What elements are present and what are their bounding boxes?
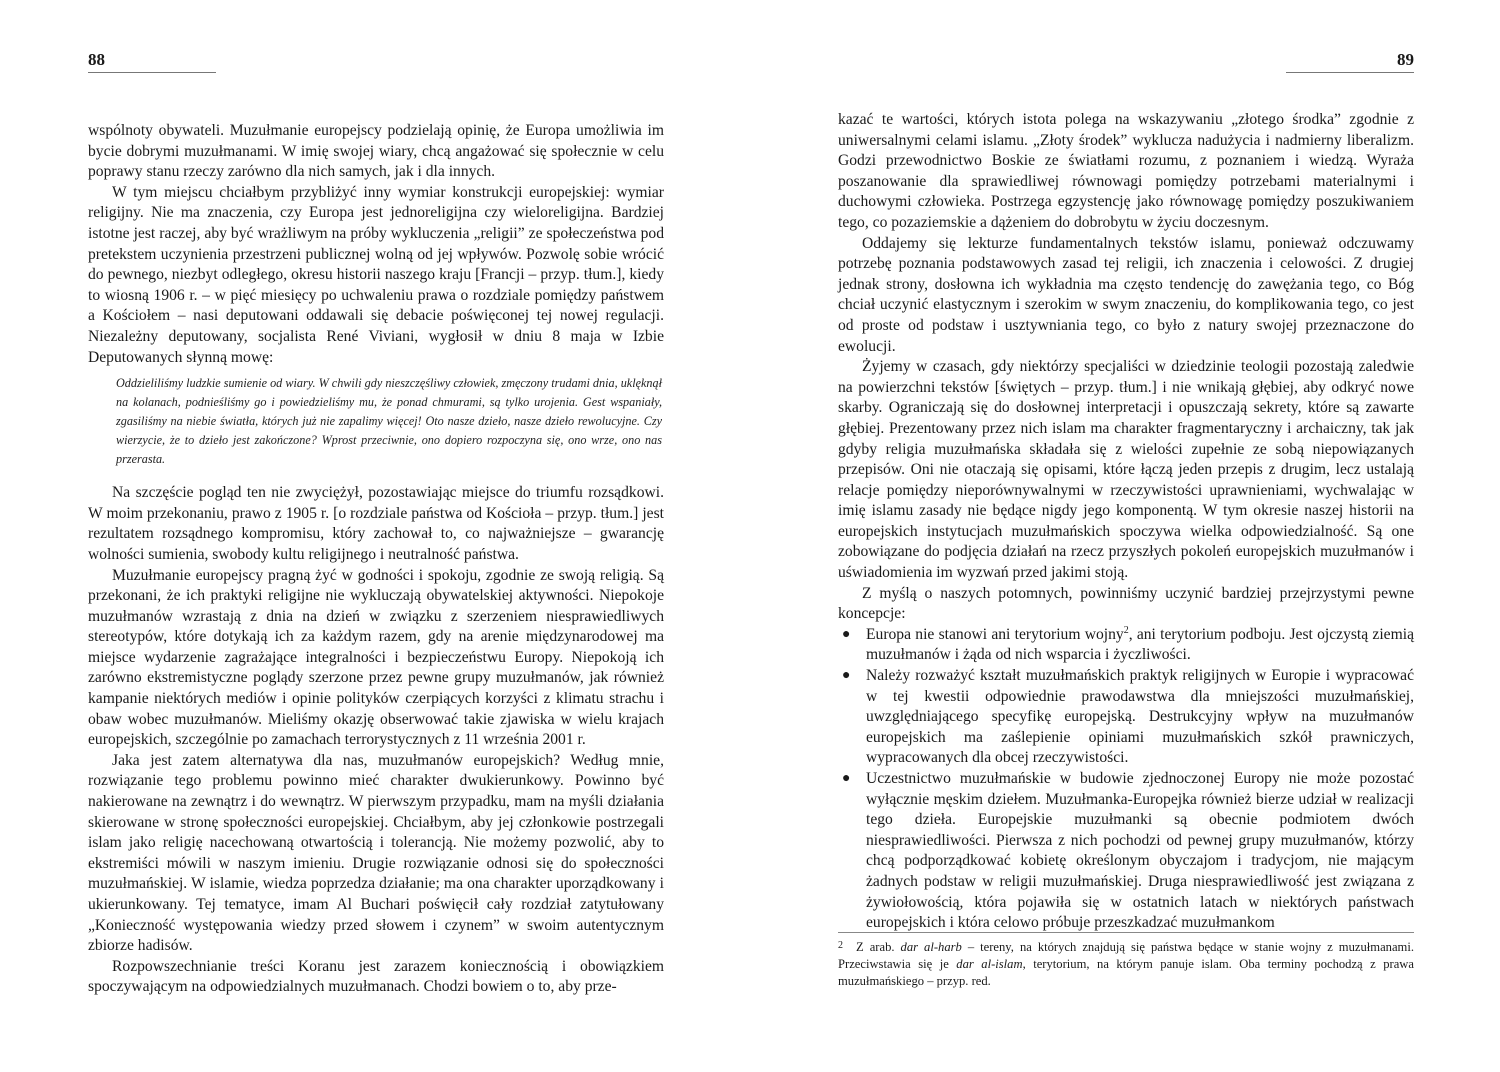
footnote-term: dar al-harb [900,940,962,954]
paragraph: Muzułmanie europejscy pragną żyć w godności i spokoju, zgodnie ze swoją religią. Są przekonani, że ich praktyki religijne nie wykluczają obywatelskiej aktywności. Niepokoje muzułmanów wzrastają z dnia na dzień w związku z szerzeniem niesprawiedliwych stereotypów, które dotykają ich za każdym razem, gdy na arenie międzynarodowej ma miejsce wydarzenie zagrażające integralności i bezpieczeństwu Europy. Niepokoją ich zarówno ekstremistyczne poglądy szerzone przez pewne grupy muzułmanów, jak również kampanie niektórych mediów i opinie polityków czerpiących korzyści z klimatu strachu i obaw wobec muzułmanów. Mieliśmy okazję obserwować takie zjawiska w wielu krajach europejskich, szczególnie po zamachach terrorystycznych z 11 września 2001 r. [88,566,664,749]
list-item-text: Uczestnictwo muzułmańskie w budowie zjednoczonej Europy nie może pozostać wyłącznie męskim dziełem. Muzułmanka-Europejka również bierze udział w realizacji tego dzieła. Europejskie muzułmanki są obecnie podmiotem dwóch niesprawiedliwości. Pierwsza z nich pochodzi od pewnej grupy muzułmanów, którzy chcą podporządkować kobietę określonym obyczajom i tradycjom, nie mającym żadnych podstaw w religii muzułmańskiej. Druga niesprawiedliwość jest związana z żywiołowością, która pojawiła się w ostatnich latach w niektórych państwach europejskich i która celowo próbuje przeszkadzać muzułmankom [866,770,1414,932]
right-page [838,0,1414,1072]
header-rule [88,72,216,73]
paragraph: Na szczęście pogląd ten nie zwyciężył, pozostawiając miejsce do triumfu rozsądkowi. W moim przekonaniu, prawo z 1905 r. [o rozdziale państwa od Kościoła – przyp. tłum.] jest rezultatem rozsądnego kompromisu, który zachował to, co najważniejsze – gwarancję wolności sumienia, swobody kultu religijnego i neutralność państwa. [88,484,664,563]
footnote-text: Z arab. [856,940,901,954]
paragraph: Żyjemy w czasach, gdy niektórzy specjaliści w dziedzinie teologii pozostają zaledwie na powierzchni tekstów [świętych – przyp. tłum.] i nie wnikają głębiej, aby odkryć nowe skarby. Ograniczają się do dosłownej interpretacji i opuszczają sekrety, które są zawarte głębiej. Prezentowany przez nich islam ma charakter fragmentaryczny i archaiczny, tak jak gdyby religia muzułmańska składała się z wielości zupełnie ze sobą niepowiązanych przepisów. Oni nie otaczają się opisami, które łączą jeden przepis z drugim, lecz ustalają relacje pomiędzy nieporównywalnymi w rzeczywistości uprawnieniami, wychwalając w imię islamu zasady nie będące nigdy jego komponentą. W tym okresie naszej historii na europejskich instytucjach muzułmańskich spoczywa wielka odpowiedzialność. Są one zobowiązane do podjęcia działań na rzecz przyszłych pokoleń europejskich muzułmanów i uświadomienia im wyzwań przed jakimi stoją. [838,358,1414,582]
paragraph: W tym miejscu chciałbym przybliżyć inny wymiar konstrukcji europejskiej: wymiar religijny. Nie ma znaczenia, czy Europa jest jednoreligijna czy wieloreligijna. Bardziej istotne jest raczej, aby być wrażliwym na próby wykluczenia „religii” ze społeczeństwa pod pretekstem uczynienia przestrzeni publicznej wolną od jej wpływów. Pozwolę sobie wrócić do pewnego, niezbyt odległego, okresu historii naszego kraju [Francji – przyp. tłum.], kiedy to wiosną 1906 r. – w pięć miesięcy po uchwaleniu prawa o rozdziale pomiędzy państwem a Kościołem – nasi deputowani oddawali się debacie poświęconej tej nowej regulacji. Niezależny deputowany, socjalista René Viviani, wygłosił w dniu 8 maja w Izbie Deputowanych słynną mowę: [88,183,664,366]
block-quote: Oddzieliliśmy ludzkie sumienie od wiary. W chwili gdy nieszczęśliwy człowiek, zmęczony trudami dnia, uklęknął na kolanach, podnieśliśmy go i powiedzieliśmy mu, że ponad chmurami, są tylko urojenia. Gest wspaniały, zgasiliśmy na niebie światła, których już nie zapalimy więcej! Oto nasze dzieło, nasze dzieło rewolucyjne. Czy wierzycie, że to dzieło jest zakończone? Wprost przeciwnie, ono dopiero rozpoczyna się, ono wrze, ono nas przerasta. [116,376,662,467]
footnote-text: , terytorium, na którym panuje islam. Oba terminy pochodzą z prawa muzułmańskiego – przyp. red. [838,957,1414,988]
list-item [838,625,1414,666]
list-item [838,666,1414,769]
left-page [88,0,664,1072]
page-body [88,121,664,998]
paragraph: Z myślą o naszych potomnych, powinniśmy uczynić bardziej przejrzystymi pewne koncepcje: [838,584,1414,623]
header-rule [1286,72,1414,73]
bullet-list [838,625,1414,934]
page-number: 88 [88,50,105,69]
bullet-icon: ● [842,626,851,642]
page-number: 89 [1397,50,1414,69]
footnote-term: dar al-islam [956,957,1023,971]
list-item-text: Europa nie stanowi ani terytorium wojny [866,625,1124,643]
footnote-mark: 2 [838,940,843,951]
paragraph: Rozpowszechnianie treści Koranu jest zarazem koniecznością i obowiązkiem spoczywającym na odpowiedzialnych muzułmanach. Chodzi bowiem o to, aby prze- [88,957,664,996]
paragraph: kazać te wartości, których istota polega na wskazywaniu „złotego środka” zgodnie z uniwersalnymi celami islamu. „Złoty środek” wyklucza nadużycia i nadmierny liberalizm. Godzi przewodnictwo Boskie ze światłami rozumu, z poznaniem i wiedzą. Wyraża poszanowanie dla sprawiedliwej równowagi pomiędzy potrzebami materialnymi i duchowymi człowieka. Postrzega egzystencję jako równowagę pomiędzy poszukiwaniem tego, co pozaziemskie a dążeniem do dobrobytu w życiu doczesnym. [838,111,1414,231]
footnote-text: – tereny, na których znajdują się państwa będące w stanie wojny z muzułmanami. Przeciwstawia się je [838,940,1414,971]
list-item-text: , ani terytorium podboju. Jest ojczystą ziemią muzułmanów i żąda od nich wsparcia i życzliwości. [866,625,1414,664]
list-item [838,769,1414,934]
footnote-rule [838,932,1414,933]
paragraph: Oddajemy się lekturze fundamentalnych tekstów islamu, ponieważ odczuwamy potrzebę poznania podstawowych zasad tej religii, ich znaczenia i celowości. Z drugiej jednak strony, dosłowna ich wykładnia ma często tendencję do zawężania tego, co Bóg chciał uczynić elastycznym i szerokim w swym znaczeniu, do komplikowania tego, co jest od proste od podstaw i usztywniania tego, co było z natury swojej przeznaczone do ewolucji. [838,234,1414,355]
list-item-text: Należy rozważyć kształt muzułmańskich praktyk religijnych w Europie i wypracować w tej kwestii odpowiednie prawodawstwa dla mniejszości muzułmańskiej, uwzględniającego specyfikę europejską. Destrukcyjny wpływ na muzułmanów europejskich ma zaślepienie opiniami muzułmańskich szkół prawniczych, wypracowanych dla obcej rzeczywistości. [866,667,1414,767]
paragraph: Jaka jest zatem alternatywa dla nas, muzułmanów europejskich? Według mnie, rozwiązanie tego problemu powinno mieć charakter dwukierunkowy. Powinno być nakierowane na zewnątrz i do wewnątrz. W pierwszym przypadku, mam na myśli działania skierowane w stronę społeczności europejskiej. Chciałbym, aby jej członkowie postrzegali islam jako religię nacechowaną otwartością i tolerancją. Nie możemy pozwolić, aby to ekstremiści mówili w naszym imieniu. Drugie rozwiązanie odnosi się do społeczności muzułmańskiej. W islamie, wiedza poprzedza działanie; ma ona charakter uporządkowany i ukierunkowany. Tej tematyce, imam Al Buchari poświęcił cały rozdział zatytułowany „Konieczność występowania wiedzy przed słowem i czynem” w swoim autentycznym zbiorze hadisów. [88,751,664,955]
footnote-reference[interactable]: 2 [1123,624,1129,636]
paragraph: wspólnoty obywateli. Muzułmanie europejscy podzielają opinię, że Europa umożliwia im bycie dobrymi muzułmanami. W imię swojej wiary, chcą angażować się społecznie w celu poprawy stanu rzeczy zarówno dla nich samych, jak i dla innych. [88,122,664,181]
bullet-icon: ● [842,668,851,684]
footnote [838,937,1414,990]
bullet-icon: ● [842,771,851,786]
page-body [838,110,1414,934]
